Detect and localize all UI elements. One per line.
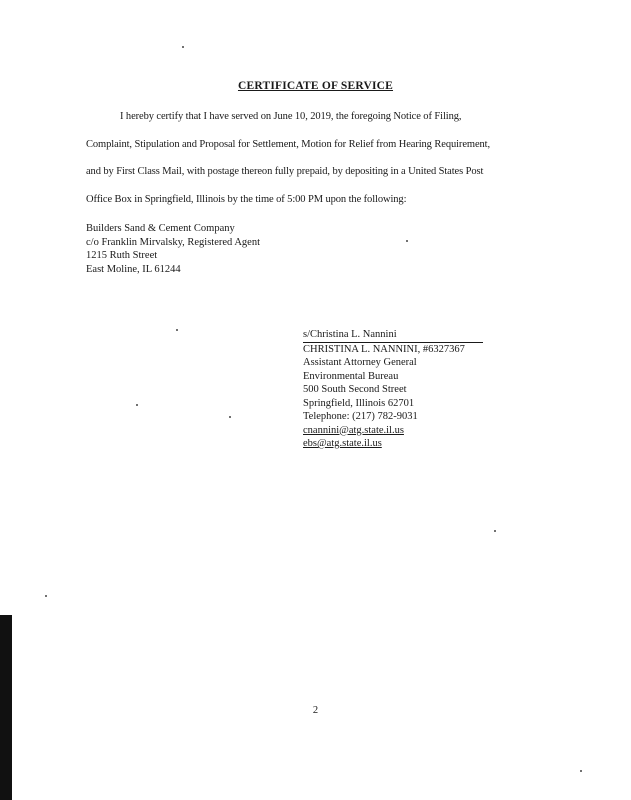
scan-speck [176,329,178,331]
body-line-1: I hereby certify that I have served on June 10, 2019, the foregoing Notice of Filing, [120,111,462,122]
scan-speck [45,595,47,597]
email-link-2[interactable]: ebs@atg.state.il.us [303,438,382,449]
scan-speck [229,416,231,418]
signer-street: 500 South Second Street [303,384,407,395]
scan-speck [406,240,408,242]
recipient-street: 1215 Ruth Street [86,250,158,261]
signer-city: Springfield, Illinois 62701 [303,397,415,409]
body-line-4: Office Box in Springfield, Illinois by the time of 5:00 PM upon the following: [86,194,407,205]
signature-line: s/Christina L. Nannini [303,328,483,343]
scan-speck [182,46,184,48]
scan-edge-shadow [0,615,12,800]
signature-block [303,328,483,451]
page-number: 2 [312,705,319,716]
recipient-name: Builders Sand & Cement Company [86,223,235,234]
signer-title: Assistant Attorney General [303,357,417,368]
scan-speck [136,404,138,406]
recipient-city: East Moline, IL 61244 [86,263,181,275]
signer-name: CHRISTINA L. NANNINI, #6327367 [303,343,465,355]
recipient-agent: c/o Franklin Mirvalsky, Registered Agent [86,236,260,248]
scan-speck [580,770,582,772]
body-line-3: and by First Class Mail, with postage thereon fully prepaid, by depositing in a United States Post [86,166,484,177]
recipient-address [86,222,260,276]
signer-phone: Telephone: (217) 782-9031 [303,411,418,422]
signer-bureau: Environmental Bureau [303,370,399,382]
scan-speck [494,530,496,532]
email-link-1[interactable]: cnannini@atg.state.il.us [303,424,404,436]
body-line-2: Complaint, Stipulation and Proposal for Settlement, Motion for Relief from Hearing Requirement, [86,139,491,150]
document-title: CERTIFICATE OF SERVICE [237,80,394,92]
